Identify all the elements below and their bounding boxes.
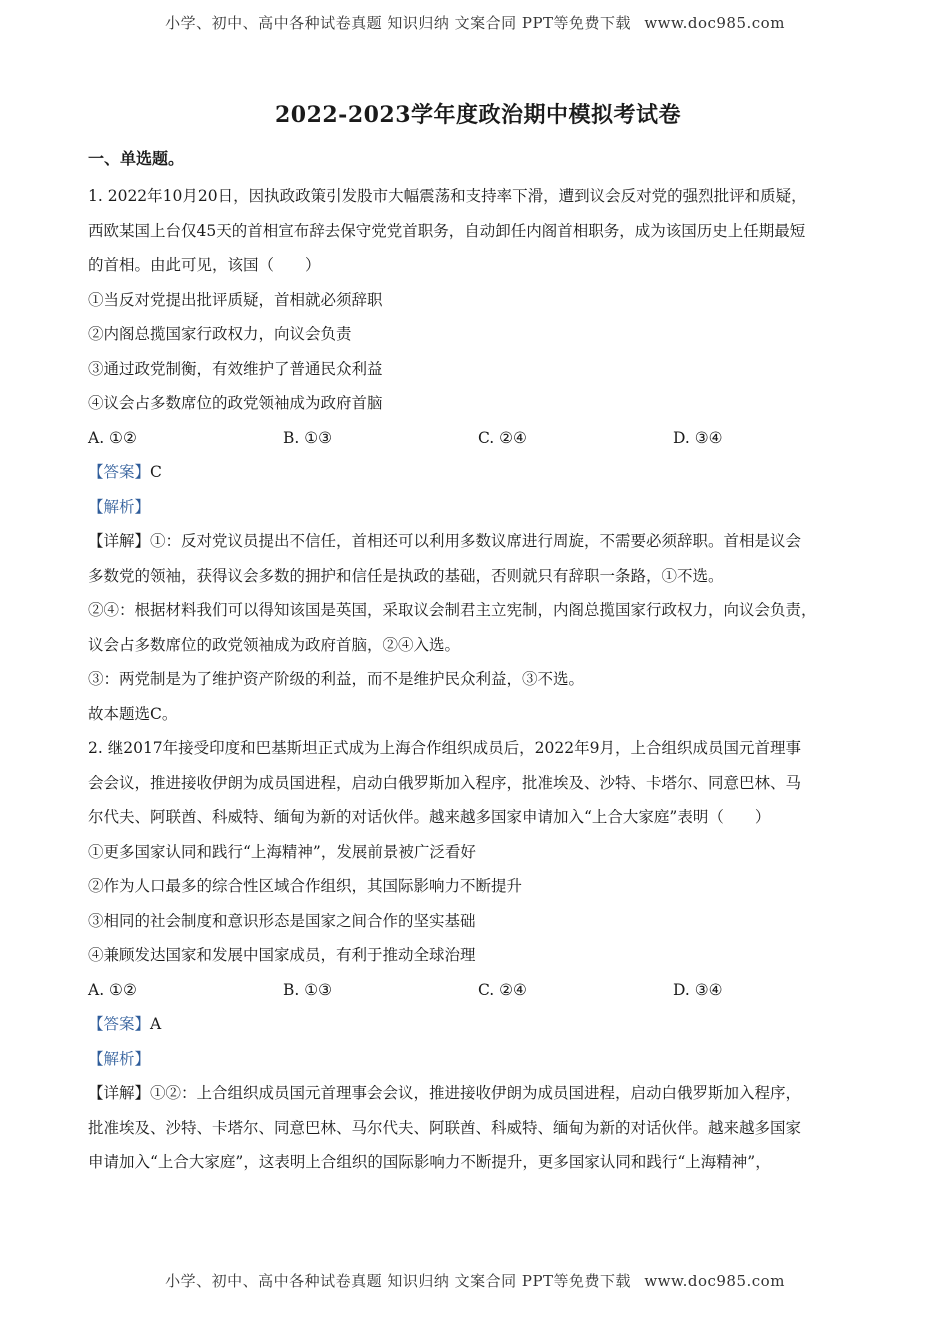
detail-line: 故本题选C。: [88, 704, 178, 723]
question-stem-line: 的首相。由此可见，该国（ ）: [88, 256, 321, 274]
statement-option: ①当反对党提出批评质疑，首相就必须辞职: [88, 290, 383, 309]
detail-line: 多数党的领袖，获得议会多数的拥护和信任是执政的基础，否则就只有辞职一条路，①不选。: [88, 566, 724, 585]
question-stem-line: 西欧某国上台仅45天的首相宣布辞去保守党党首职务，自动卸任内阁首相职务，成为该国历史上任期最短: [88, 221, 806, 240]
footer-url[interactable]: www.doc985.com: [644, 1272, 785, 1290]
answer-value: A: [150, 1015, 162, 1033]
choice-b: B. ①③: [283, 980, 333, 999]
answer-tag: 【答案】: [88, 1015, 151, 1033]
choice-c: C. ②④: [478, 980, 527, 999]
detail-line: ③：两党制是为了维护资产阶级的利益，而不是维护民众利益，③不选。: [88, 670, 585, 688]
detail-line: 批准埃及、沙特、卡塔尔、同意巴林、马尔代夫、阿联酋、科威特、缅甸为新的对话伙伴。越来越多国家: [88, 1118, 802, 1137]
page-header: [0, 12, 950, 33]
page-title: 2022-2023学年度政治期中模拟考试卷: [274, 102, 682, 128]
detail-line: 申请加入“上合大家庭”，这表明上合组织的国际影响力不断提升，更多国家认同和践行“上海精神”，: [88, 1153, 771, 1171]
choice-b: B. ①③: [283, 428, 333, 447]
statement-option: ④议会占多数席位的政党领袖成为政府首脑: [88, 394, 383, 412]
footer-text: 小学、初中、高中各种试卷真题 知识归纳 文案合同 PPT等免费下载: [165, 1272, 632, 1290]
analysis-tag: 【解析】: [88, 497, 151, 516]
question-stem-line: 会会议，推进接收伊朗为成员国进程，启动白俄罗斯加入程序，批准埃及、沙特、卡塔尔、同意巴林、马: [88, 773, 802, 792]
statement-option: ②内阁总揽国家行政权力，向议会负责: [88, 325, 352, 343]
detail-line: 【详解】①：反对党议员提出不信任，首相还可以利用多数议席进行周旋，不需要必须辞职。首相是议会: [88, 532, 802, 550]
section-heading: 一、单选题。: [88, 149, 185, 168]
detail-line: 议会占多数席位的政党领袖成为政府首脑，②④入选。: [88, 635, 461, 654]
statement-option: ②作为人口最多的综合性区域合作组织，其国际影响力不断提升: [88, 877, 523, 895]
detail-line: 【详解】①②：上合组织成员国元首理事会会议，推进接收伊朗为成员国进程，启动白俄罗斯加入程序，: [88, 1084, 802, 1102]
choice-c: C. ②④: [478, 428, 527, 447]
page-footer: [0, 1270, 950, 1291]
question-1: [88, 179, 868, 731]
statement-option: ③通过政党制衡，有效维护了普通民众利益: [88, 359, 383, 378]
analysis-tag: 【解析】: [88, 1049, 151, 1068]
answer-choices: [88, 973, 868, 1008]
choice-a: A. ①②: [88, 980, 137, 999]
analysis-line: [88, 1042, 868, 1077]
statement-option: ④兼顾发达国家和发展中国家成员，有利于推动全球治理: [88, 946, 476, 964]
answer-value: C: [150, 463, 162, 481]
header-text: 小学、初中、高中各种试卷真题 知识归纳 文案合同 PPT等免费下载: [165, 14, 632, 32]
analysis-line: [88, 490, 868, 525]
detail-line: ②④：根据材料我们可以得知该国是英国，采取议会制君主立宪制，内阁总揽国家行政权力，向议会负责，: [88, 601, 817, 619]
choice-d: D. ③④: [673, 428, 723, 447]
question-stem-line: 尔代夫、阿联酋、科威特、缅甸为新的对话伙伴。越来越多国家申请加入“上合大家庭”表明（ ）: [88, 808, 771, 826]
answer-line: [88, 1007, 868, 1042]
answer-line: [88, 455, 868, 490]
document-body: [88, 98, 868, 1180]
answer-choices: [88, 421, 868, 456]
statement-option: ①更多国家认同和践行“上海精神”，发展前景被广泛看好: [88, 842, 476, 861]
answer-tag: 【答案】: [88, 463, 151, 481]
statement-option: ③相同的社会制度和意识形态是国家之间合作的坚实基础: [88, 911, 476, 930]
question-stem-line: 1. 2022年10月20日，因执政政策引发股市大幅震荡和支持率下滑，遭到议会反对党的强烈批评和质疑，: [88, 187, 807, 205]
choice-d: D. ③④: [673, 980, 723, 999]
choice-a: A. ①②: [88, 428, 137, 447]
header-url[interactable]: www.doc985.com: [644, 14, 785, 32]
question-stem-line: 2. 继2017年接受印度和巴基斯坦正式成为上海合作组织成员后，2022年9月，上合组织成员国元首理事: [88, 739, 801, 757]
question-2: [88, 731, 868, 1180]
